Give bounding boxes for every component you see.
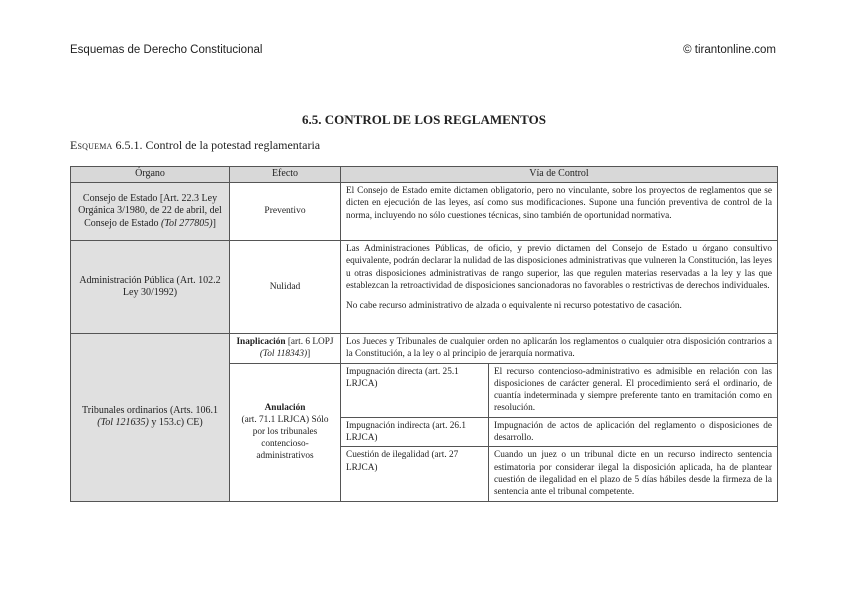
anulacion-detail: (art. 71.1 LRJCA) Sólo por los tribunales contencioso-administrativos [241, 415, 329, 462]
article-ref: [art. 6 LOPJ [285, 337, 334, 348]
via-cell: Los Jueces y Tribunales de cualquier orden no aplicarán los reglamentos o cualquier otra disposición contrarios a la Constitución, a la ley o al principio de jerarquía normativa. [341, 334, 778, 364]
anulacion-label: Anulación [264, 403, 306, 414]
control-table [70, 166, 778, 502]
subtipo-desc-cell: Impugnación de actos de aplicación del reglamento o disposiciones de desarrollo. [489, 417, 778, 447]
subtipo-cell: Impugnación indirecta (art. 26.1 LRJCA) [341, 417, 489, 447]
running-header-right: © tirantonline.com [683, 44, 776, 56]
schema-prefix: Esquema [70, 138, 113, 152]
schema-title: Control de la potestad reglamentaria [145, 138, 321, 152]
efecto-cell: Preventivo [230, 183, 341, 241]
tol-reference: (Tol 277805) [161, 217, 213, 229]
via-paragraph: No cabe recurso administrativo de alzada o equivalente ni recurso potestativo de casación. [346, 301, 682, 312]
section-title: 6.5. CONTROL DE LOS REGLAMENTOS [302, 112, 546, 127]
organo-text-end: y 153.c) CE) [148, 417, 203, 429]
header-efecto: Efecto [230, 167, 341, 183]
table-row [71, 334, 778, 364]
subtipo-desc-cell: El recurso contencioso-administrativo es admisible en relación con las disposiciones de carácter general. El procedimiento será el ordinario, de cuantía indeterminada y siempre preferente tanto en tramitación como en resolución. [489, 363, 778, 417]
efecto-cell [230, 363, 341, 501]
schema-number: 6.5.1. [115, 138, 143, 152]
subtipo-cell: Cuestión de ilegalidad (art. 27 LRJCA) [341, 447, 489, 501]
organo-text: Consejo de Estado [Art. 22.3 Ley Orgánica 3/1980, de 22 de abril, del Consejo de Estado [78, 192, 222, 229]
schema-caption [70, 138, 320, 153]
table-header-row [71, 167, 778, 183]
table-row [71, 241, 778, 334]
subtipo-cell: Impugnación directa (art. 25.1 LRJCA) [341, 363, 489, 417]
efecto-cell: Nulidad [230, 241, 341, 334]
organo-cell [71, 183, 230, 241]
organo-cell [71, 334, 230, 502]
tol-reference: (Tol 121635) [97, 417, 149, 429]
via-paragraph: Las Administraciones Públicas, de oficio, y previo dictamen del Consejo de Estado u órgano consultivo equivalente, podrán declarar la nulidad de las disposiciones administrativas que vulneren la Constitución, las leyes u otras disposiciones administrativas de rango superior, las que regulen materias reservadas a la ley y las que establezcan la retroactividad de disposiciones sancionadoras no favorables o restrictivas de derechos individuales. [346, 244, 772, 291]
table-row [71, 183, 778, 241]
organo-cell: Administración Pública (Art. 102.2 Ley 30/1992) [71, 241, 230, 334]
subtipo-desc-cell: Cuando un juez o un tribunal dicte en un recurso indirecto sentencia estimatoria por considerar ilegal la disposición aplicada, ha de plantear cuestión de ilegalidad en el plazo de 5 días hábiles desde la firmeza de la sentencia ante el tribunal competente. [489, 447, 778, 501]
running-header-left: Esquemas de Derecho Constitucional [70, 44, 263, 56]
tol-reference: (Tol 118343) [259, 349, 308, 360]
header-via: Vía de Control [341, 167, 778, 183]
header-organo: Órgano [71, 167, 230, 183]
via-cell [341, 241, 778, 334]
inaplicacion-label: Inaplicación [236, 337, 286, 348]
organo-text-end: ] [212, 217, 216, 229]
via-cell: El Consejo de Estado emite dictamen obligatorio, pero no vinculante, sobre los proyectos de reglamentos que se dicten en ejecución de las leyes, así como sus modificaciones. Supone una función preventiva de control de la norma, incluyendo no sólo cuestiones técnicas, sino también de oportunidad normativa. [341, 183, 778, 241]
efecto-cell [230, 334, 341, 364]
organo-text: Tribunales ordinarios (Arts. 106.1 [81, 404, 218, 416]
article-ref-end: ] [307, 349, 311, 360]
